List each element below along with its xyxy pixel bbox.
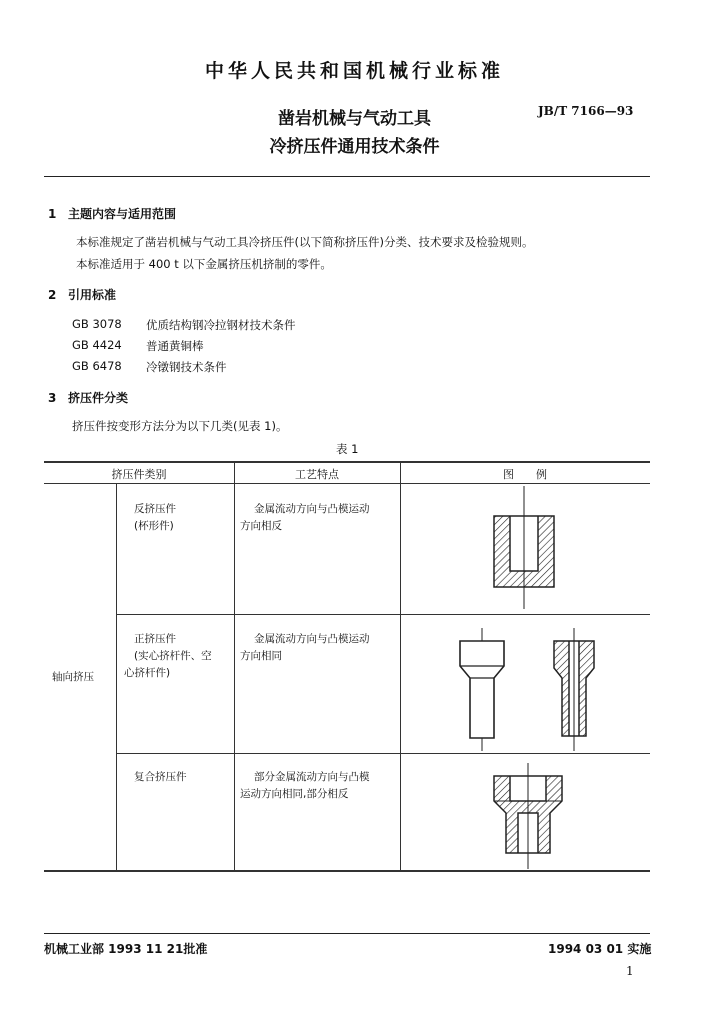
reference-title: 普通黄铜棒 xyxy=(146,339,204,353)
table-1 xyxy=(44,461,650,871)
reference-code: GB 6478 xyxy=(72,359,122,373)
process-line: 方向相反 xyxy=(240,520,282,532)
group-label: 轴向挤压 xyxy=(52,671,94,683)
effective-date: 1994 03 01 实施 xyxy=(548,942,652,956)
header-process: 工艺特点 xyxy=(295,468,339,481)
header-category: 挤压件类别 xyxy=(111,468,167,481)
section-title: 主题内容与适用范围 xyxy=(68,207,177,221)
type-line: 正挤压件 xyxy=(134,633,176,645)
table-caption: 表 1 xyxy=(336,442,359,456)
row-3-process xyxy=(240,769,400,803)
type-line: 心挤杆件) xyxy=(124,667,171,679)
section-1-heading xyxy=(48,205,176,222)
section-2-heading xyxy=(48,286,116,303)
approval-date: 机械工业部 1993 11 21批准 xyxy=(44,942,208,956)
section-1-paragraph-1: 本标准规定了凿岩机械与气动工具冷挤压件(以下简称挤压件)分类、技术要求及检验规则。 xyxy=(76,235,534,249)
section-number: 1 xyxy=(48,207,57,221)
section-title: 挤压件分类 xyxy=(68,391,129,405)
document-title-line2: 冷挤压件通用技术条件 xyxy=(269,137,440,157)
section-3-heading xyxy=(48,389,128,406)
header-figure: 图 例 xyxy=(503,468,547,481)
process-line: 运动方向相同,部分相反 xyxy=(240,788,349,800)
process-line: 方向相同 xyxy=(240,650,282,662)
header-divider xyxy=(44,176,650,177)
footer-divider xyxy=(44,933,650,934)
section-3-paragraph: 挤压件按变形方法分为以下几类(见表 1)。 xyxy=(72,419,288,433)
standard-number: JB/T 7166—93 xyxy=(538,104,634,118)
forward-extrusion-solid-figure xyxy=(450,626,520,756)
reference-title: 冷镦钢技术条件 xyxy=(146,360,227,374)
issuing-body-title: 中华人民共和国机械行业标准 xyxy=(204,60,504,82)
section-number: 3 xyxy=(48,391,57,405)
combined-extrusion-figure xyxy=(474,761,584,871)
section-title: 引用标准 xyxy=(68,288,117,302)
reference-code: GB 4424 xyxy=(72,338,122,352)
backward-extrusion-figure xyxy=(474,481,584,611)
section-1-paragraph-2: 本标准适用于 400 t 以下金属挤压机挤制的零件。 xyxy=(76,257,332,271)
reference-code: GB 3078 xyxy=(72,317,122,331)
column-divider xyxy=(116,483,117,870)
type-line: (杯形件) xyxy=(134,520,174,532)
row-2-type xyxy=(124,631,212,682)
document-title-line1: 凿岩机械与气动工具 xyxy=(278,109,431,129)
table-top-rule xyxy=(44,461,650,463)
reference-title: 优质结构钢冷拉钢材技术条件 xyxy=(146,318,296,332)
process-line: 金属流动方向与凸模运动 xyxy=(254,503,370,515)
process-line: 金属流动方向与凸模运动 xyxy=(254,633,370,645)
row-2-process xyxy=(240,631,396,665)
page-number: 1 xyxy=(626,964,634,978)
forward-extrusion-hollow-figure xyxy=(544,626,604,756)
column-divider xyxy=(234,461,235,870)
row-3-type xyxy=(134,769,187,786)
section-number: 2 xyxy=(48,288,57,302)
type-line: 反挤压件 xyxy=(134,503,176,515)
column-divider xyxy=(400,461,401,870)
row-1-process xyxy=(240,501,396,535)
type-line: (实心挤杆件、空 xyxy=(134,650,212,662)
type-line: 复合挤压件 xyxy=(134,771,187,783)
row-1-type xyxy=(134,501,176,535)
process-line: 部分金属流动方向与凸模 xyxy=(254,771,370,783)
row-divider xyxy=(116,614,650,615)
